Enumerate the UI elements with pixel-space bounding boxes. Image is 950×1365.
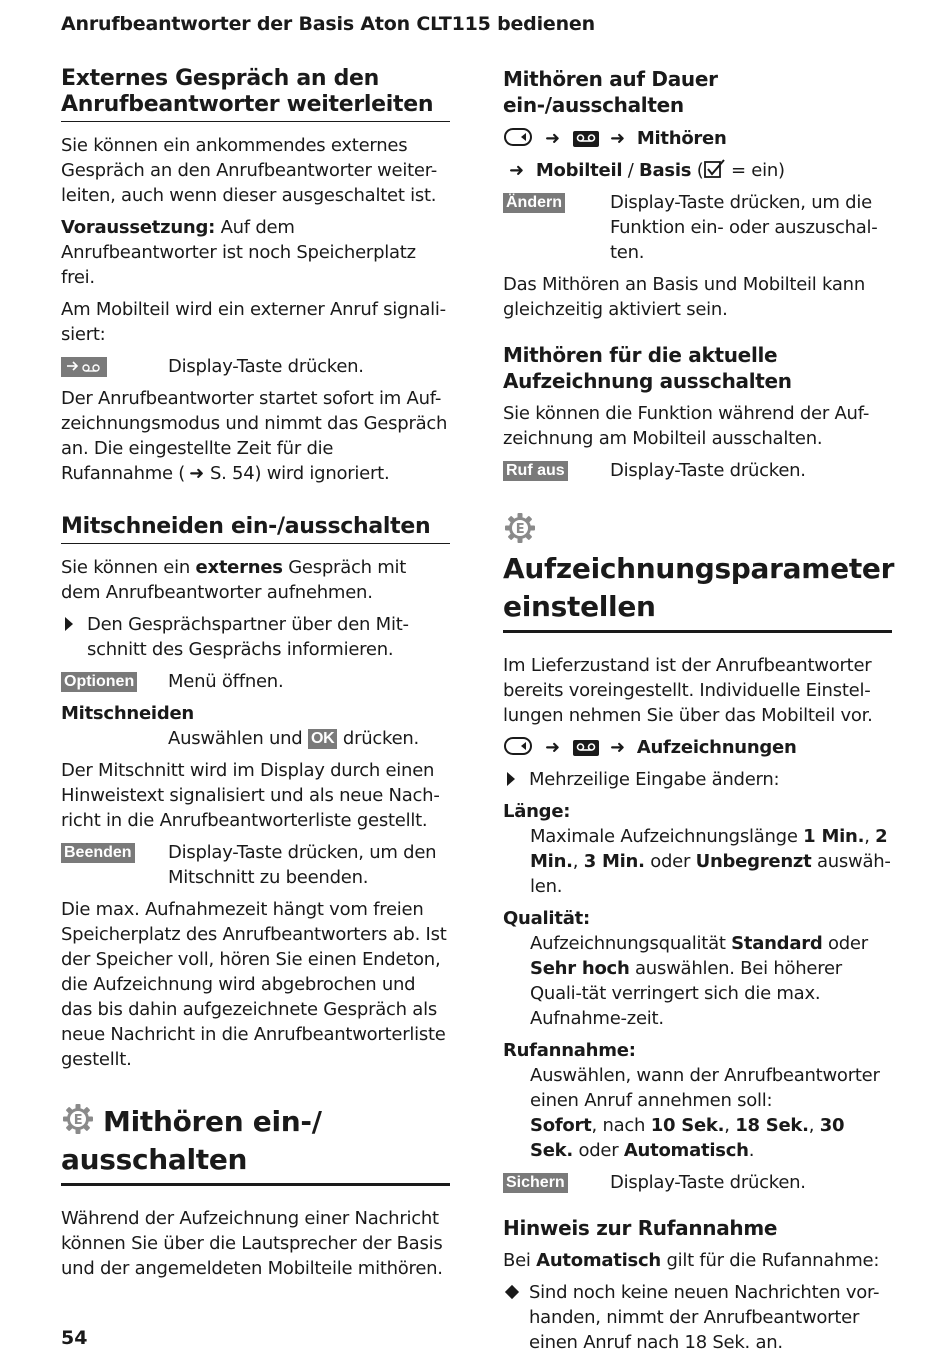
text: Auswählen, wann der Anrufbeantworter einen Anruf annehmen soll: [530, 1065, 880, 1111]
text: , nach [591, 1115, 651, 1136]
key-col [503, 1170, 610, 1195]
paragraph: Sie können die Funktion während der Auf-zeichnung am Mobilteil ausschalten. [503, 403, 870, 449]
term-description [530, 931, 892, 1031]
text: auswählen. Bei höherer Quali-tät verringert sich die max. Aufnahme-zeit. [530, 958, 842, 1029]
diamond-bullet-icon [503, 1280, 529, 1355]
arrow-right-icon: ➜ [189, 463, 204, 484]
text: oder [822, 933, 868, 954]
arrow-right-icon: ➜ [545, 128, 560, 149]
section-heading-weiterleiten [61, 66, 450, 122]
key-row-beenden [61, 840, 450, 890]
page-number: 54 [61, 1327, 88, 1349]
term-description [168, 726, 450, 751]
option: 2 Min. [530, 826, 888, 872]
text: Auf dem Anrufbeantworter ist noch Speicherplatz frei. [61, 217, 416, 288]
arrow-right-icon: ➜ [609, 737, 625, 758]
forward-to-answering-machine-key [61, 357, 107, 377]
bold-text: Automatisch [536, 1250, 661, 1271]
optionen-softkey: Optionen [61, 672, 137, 692]
running-header: Anrufbeantworter der Basis Aton CLT115 bedienen [61, 13, 595, 35]
option: 30 Sek. [530, 1115, 845, 1161]
instruction-text: Mehrzeilige Eingabe ändern: [529, 769, 780, 790]
key-row-answer-machine [61, 354, 450, 379]
text: , [724, 1115, 736, 1136]
answering-machine-icon [572, 739, 600, 757]
menu-path [503, 126, 892, 152]
key-row-aendern [503, 190, 892, 265]
option: Unbegrenzt [695, 851, 812, 872]
forward-tape-icon [65, 359, 103, 373]
arrow-right-icon: ➜ [609, 128, 625, 149]
text: , [572, 851, 584, 872]
option: Sofort [530, 1115, 592, 1136]
paragraph [61, 215, 450, 290]
key-col [503, 458, 610, 483]
menu-path-2 [503, 158, 892, 184]
instruction-item [61, 612, 450, 662]
triangle-bullet-icon [61, 612, 87, 662]
paragraph: Während der Aufzeichnung einer Nachricht können Sie über die Lautsprecher der Basis und der angemeldeten Mobilteile mithören. [61, 1208, 443, 1279]
paragraph: Am Mobilteil wird ein externer Anruf signali-siert: [61, 299, 446, 345]
svg-text:E: E [515, 522, 525, 537]
key-description: Menü öffnen. [168, 671, 284, 692]
paragraph: Im Lieferzustand ist der Anrufbeantworter bereits voreingestellt. Individuelle Einstel-lungen nehmen Sie über das Mobilteil vor. [503, 655, 873, 726]
menu-term: Mitschneiden [61, 703, 194, 724]
paragraph [61, 555, 450, 605]
menu-item-mithoeren: Mithören [636, 128, 727, 149]
note-text: Sind noch keine neuen Nachrichten vor-handen, nimmt der Anrufbeantworter einen Anruf nach 18 Sek. an. [529, 1282, 880, 1353]
menu-path [503, 735, 892, 761]
option: Automatisch [623, 1140, 749, 1161]
heading-line: Aufzeichnung ausschalten [503, 369, 792, 393]
heading-line: Anrufbeantworter weiterleiten [61, 92, 434, 117]
menu-item-mobilteil: Mobilteil [535, 160, 623, 181]
key-col [503, 190, 610, 265]
text: gilt für die Rufannahme: [661, 1250, 880, 1271]
left-column [61, 66, 450, 1288]
heading-line: Externes Gespräch an den [61, 66, 380, 91]
text: Bei [503, 1250, 537, 1271]
sichern-softkey: Sichern [503, 1173, 568, 1193]
text: Sie können ein [61, 557, 196, 578]
svg-text:E: E [73, 1113, 83, 1128]
paragraph [61, 386, 450, 486]
heading-line: Mithören ein-/ [103, 1105, 322, 1138]
text: = ein) [725, 160, 785, 181]
instruction-item [503, 767, 892, 792]
text: Der Anrufbeantworter startet sofort im Auf-zeichnungsmodus und nimmt das Gespräch an. Die eingestellte Zeit für die Rufannahme ( [61, 388, 448, 484]
chapter-heading-aufzeichnungsparameter [503, 511, 895, 633]
ruf-aus-softkey: Ruf aus [503, 461, 568, 481]
checkbox-checked-icon [704, 159, 726, 179]
aendern-softkey: Ändern [503, 193, 565, 213]
arrow-right-icon: ➜ [509, 160, 524, 181]
text: oder [644, 851, 696, 872]
option: 18 Sek. [735, 1115, 809, 1136]
paragraph: Der Mitschnitt wird im Display durch einen Hinweistext signalisiert und als neue Nach-richt in die Anrufbeantworterliste gestellt. [61, 760, 440, 831]
text: auswäh-len. [530, 851, 891, 897]
bold-label: Voraussetzung: [61, 217, 216, 238]
text: drücken. [337, 728, 420, 749]
paragraph: Die max. Aufnahmezeit hängt vom freien Speicherplatz des Anrufbeantworters ab. Ist der Speicher voll, hören Sie einen Endeton, die Aufzeichnung wird abgebrochen und das bis dahin aufgezeichnete Gespräch als neue Nachricht in die Anrufbeantworterliste gestellt. [61, 899, 447, 1070]
paragraph [503, 1248, 892, 1273]
option: 10 Sek. [650, 1115, 725, 1136]
key-row-optionen [61, 669, 450, 694]
section-heading-mithoeren-dauer: Mithören auf Dauer ein-/ausschalten [503, 67, 718, 117]
key-col [61, 354, 168, 379]
heading-line: Mithören für die aktuelle [503, 343, 778, 367]
section-heading-aktuelle-aufzeichnung [503, 342, 892, 394]
section-heading-mitschneiden [61, 514, 450, 544]
term-description [530, 824, 892, 899]
menu-key-icon [503, 735, 535, 757]
expert-gear-icon [503, 511, 537, 545]
ok-key: OK [308, 729, 338, 749]
text: Aufzeichnungsqualität [530, 933, 732, 954]
paragraph: Das Mithören an Basis und Mobilteil kann gleichzeitig aktiviert sein. [503, 274, 865, 320]
field-term-rufannahme: Rufannahme: [503, 1040, 636, 1061]
key-col [61, 669, 168, 694]
field-term-qualitaet: Qualität: [503, 908, 590, 929]
paragraph: Sie können ein ankommendes externes Gespräch an den Anrufbeantworter weiter-leiten, auch wenn dieser ausgeschaltet ist. [61, 135, 437, 206]
option: Sehr hoch [530, 958, 630, 979]
heading-line: Aufzeichnungsparameter [503, 552, 895, 585]
menu-item-basis: Basis [639, 160, 692, 181]
instruction-text: Den Gesprächspartner über den Mit-schnitt des Gesprächs informieren. [87, 614, 409, 660]
key-description: Display-Taste drücken. [610, 1172, 806, 1193]
triangle-bullet-icon [503, 767, 529, 792]
menu-item-aufzeichnungen: Aufzeichnungen [636, 737, 797, 758]
key-row-ruf-aus [503, 458, 892, 483]
option: Standard [731, 933, 823, 954]
heading-line: einstellen [503, 590, 656, 623]
text: oder [572, 1140, 624, 1161]
page-ref: S. 54 [209, 463, 255, 484]
heading-line: Mitschneiden ein-/ausschalten [61, 514, 431, 539]
key-col [61, 840, 168, 890]
right-column [503, 66, 895, 1362]
answering-machine-icon [572, 130, 600, 148]
key-description: Display-Taste drücken. [168, 356, 364, 377]
text: ) wird ignoriert. [254, 463, 390, 484]
text: Gespräch mit dem Anrufbeantworter aufnehmen. [61, 557, 407, 603]
key-row-sichern [503, 1170, 892, 1195]
section-heading-hinweis: Hinweis zur Rufannahme [503, 1216, 778, 1240]
menu-key-icon [503, 126, 535, 148]
text: Maximale Aufzeichnungslänge [530, 826, 804, 847]
arrow-right-icon: ➜ [545, 737, 560, 758]
beenden-softkey: Beenden [61, 843, 135, 863]
text: Auswählen und [168, 728, 308, 749]
key-description: Display-Taste drücken. [610, 460, 806, 481]
option: 3 Min. [583, 851, 645, 872]
separator: / [622, 160, 640, 181]
text: ( [691, 160, 704, 181]
option: 1 Min. [803, 826, 865, 847]
field-term-laenge: Länge: [503, 801, 571, 822]
chapter-heading-mithoeren [61, 1102, 450, 1186]
text: , [864, 826, 876, 847]
expert-gear-icon [61, 1102, 95, 1136]
key-description: Display-Taste drücken, um die Funktion ein- oder auszuschal-ten. [610, 192, 878, 263]
heading-line: ausschalten [61, 1143, 248, 1176]
text: , [808, 1115, 820, 1136]
bold-text: externes [195, 557, 283, 578]
text: . [748, 1140, 755, 1161]
key-description: Display-Taste drücken, um den Mitschnitt zu beenden. [168, 842, 437, 888]
note-item [503, 1280, 892, 1355]
term-description [530, 1063, 892, 1163]
